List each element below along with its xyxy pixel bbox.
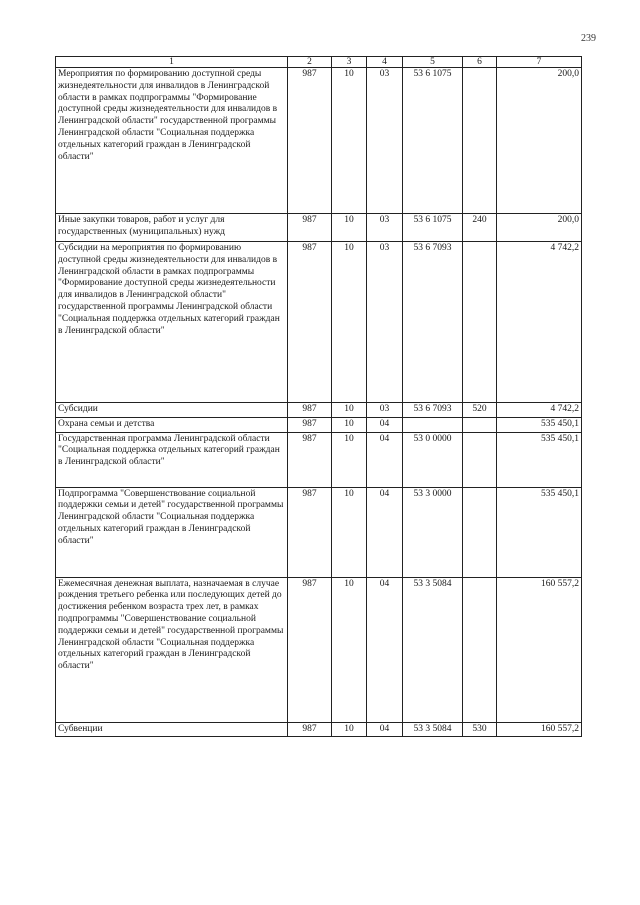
row-col4: 03: [367, 242, 403, 403]
row-col3: 10: [332, 403, 367, 418]
row-col4: 04: [367, 487, 403, 577]
header-col-6: 6: [463, 57, 497, 68]
row-col6: [463, 487, 497, 577]
table-row: [56, 403, 582, 418]
row-col4: 03: [367, 68, 403, 214]
table-row: [56, 417, 582, 432]
row-col4: 04: [367, 432, 403, 487]
table-row: [56, 68, 582, 214]
row-col5: [403, 417, 463, 432]
row-col7: 200,0: [497, 68, 582, 214]
row-col2: 987: [288, 68, 332, 214]
header-col-1: 1: [56, 57, 288, 68]
row-col7: 200,0: [497, 214, 582, 242]
row-col2: 987: [288, 722, 332, 737]
table-row: [56, 722, 582, 737]
row-col5: 53 3 5084: [403, 722, 463, 737]
row-description: Подпрограмма "Совершенствование социальной поддержки семьи и детей" государственной программы Ленинградской области "Социальная поддержка отдельных категорий граждан в Ленинградской области": [56, 487, 288, 577]
row-col5: 53 3 0000: [403, 487, 463, 577]
header-col-5: 5: [403, 57, 463, 68]
header-col-3: 3: [332, 57, 367, 68]
row-col7: 4 742,2: [497, 403, 582, 418]
page-number: 239: [581, 33, 596, 44]
row-col2: 987: [288, 432, 332, 487]
budget-table: [55, 56, 582, 737]
row-col5: 53 0 0000: [403, 432, 463, 487]
row-col6: 520: [463, 403, 497, 418]
row-col7: 535 450,1: [497, 432, 582, 487]
row-col5: 53 6 1075: [403, 214, 463, 242]
row-col3: 10: [332, 417, 367, 432]
row-description: Иные закупки товаров, работ и услуг для государственных (муниципальных) нужд: [56, 214, 288, 242]
table-row: [56, 487, 582, 577]
row-col6: [463, 432, 497, 487]
row-col4: 04: [367, 577, 403, 722]
row-col2: 987: [288, 487, 332, 577]
row-col6: [463, 577, 497, 722]
header-row: [56, 57, 582, 68]
row-description: Мероприятия по формированию доступной среды жизнедеятельности для инвалидов в Ленинградской области в рамках подпрограммы "Формирование доступной среды жизнедеятельности для инвалидов в Ленинградской области" государственной программы Ленинградской области "Социальная поддержка отдельных категорий граждан в Ленинградской области": [56, 68, 288, 214]
row-col5: 53 6 7093: [403, 242, 463, 403]
row-col6: [463, 242, 497, 403]
header-col-4: 4: [367, 57, 403, 68]
row-col7: 535 450,1: [497, 417, 582, 432]
row-col2: 987: [288, 403, 332, 418]
row-col2: 987: [288, 214, 332, 242]
header-col-2: 2: [288, 57, 332, 68]
row-col3: 10: [332, 214, 367, 242]
row-col3: 10: [332, 432, 367, 487]
row-col7: 4 742,2: [497, 242, 582, 403]
row-col5: 53 3 5084: [403, 577, 463, 722]
table-row: [56, 577, 582, 722]
table-row: [56, 214, 582, 242]
row-col7: 160 557,2: [497, 577, 582, 722]
row-col3: 10: [332, 577, 367, 722]
row-col6: [463, 68, 497, 214]
row-description: Ежемесячная денежная выплата, назначаемая в случае рождения третьего ребенка или последующих детей до достижения ребенком возраста трех лет, в рамках подпрограммы "Совершенствование социальной поддержки семьи и детей" государственной программы Ленинградской области "Социальная поддержка отдельных категорий граждан в Ленинградской области": [56, 577, 288, 722]
row-col7: 160 557,2: [497, 722, 582, 737]
row-col4: 04: [367, 722, 403, 737]
row-col3: 10: [332, 487, 367, 577]
row-col4: 03: [367, 214, 403, 242]
row-col7: 535 450,1: [497, 487, 582, 577]
row-col4: 04: [367, 417, 403, 432]
row-description: Субсидии: [56, 403, 288, 418]
row-col3: 10: [332, 242, 367, 403]
row-description: Государственная программа Ленинградской области "Социальная поддержка отдельных категорий граждан в Ленинградской области": [56, 432, 288, 487]
row-col3: 10: [332, 722, 367, 737]
row-col4: 03: [367, 403, 403, 418]
row-col6: [463, 417, 497, 432]
row-col3: 10: [332, 68, 367, 214]
row-col2: 987: [288, 242, 332, 403]
row-col6: 530: [463, 722, 497, 737]
row-col2: 987: [288, 417, 332, 432]
row-description: Охрана семьи и детства: [56, 417, 288, 432]
table-row: [56, 432, 582, 487]
row-col5: 53 6 1075: [403, 68, 463, 214]
row-col6: 240: [463, 214, 497, 242]
header-col-7: 7: [497, 57, 582, 68]
table-row: [56, 242, 582, 403]
row-description: Субвенции: [56, 722, 288, 737]
row-col5: 53 6 7093: [403, 403, 463, 418]
row-description: Субсидии на мероприятия по формированию доступной среды жизнедеятельности для инвалидов в Ленинградской области в рамках подпрограммы "Формирование доступной среды жизнедеятельности для инвалидов в Ленинградской области" государственной программы Ленинградской области "Социальная поддержка отдельных категорий граждан в Ленинградской области": [56, 242, 288, 403]
row-col2: 987: [288, 577, 332, 722]
